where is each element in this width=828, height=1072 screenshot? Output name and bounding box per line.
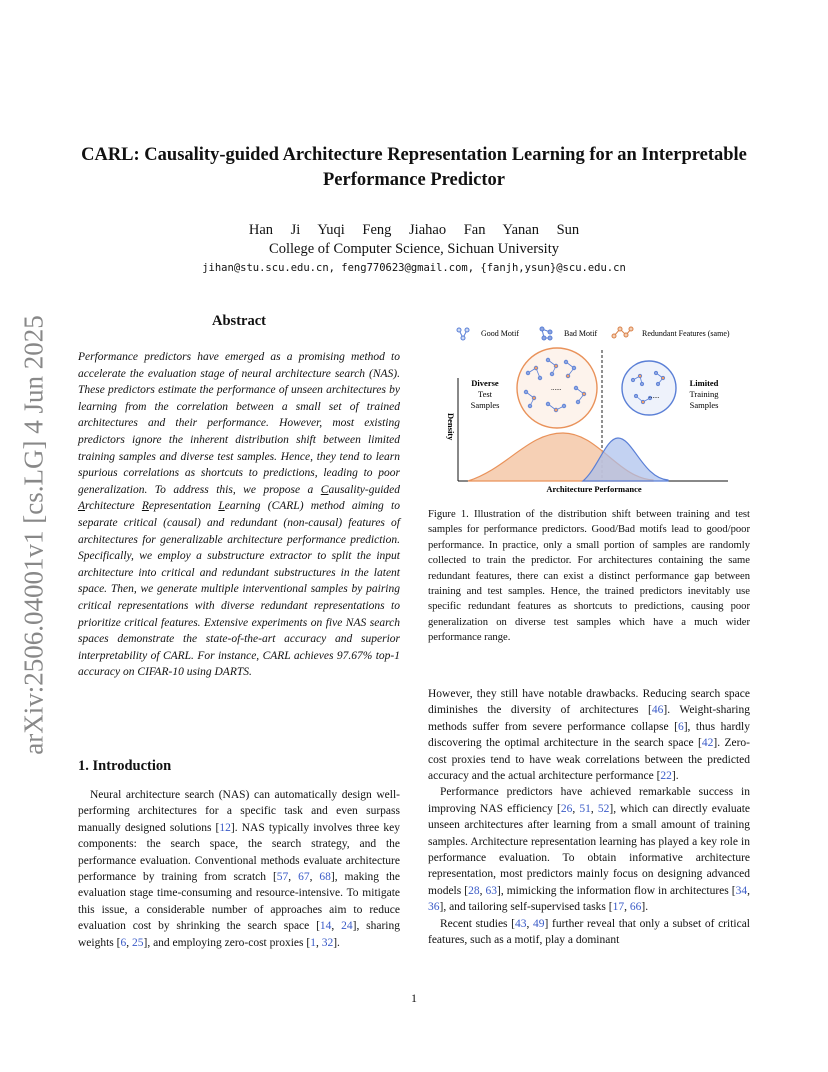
- citation-link[interactable]: 49: [533, 917, 545, 930]
- citation-link[interactable]: 24: [341, 920, 353, 933]
- citation-link[interactable]: 14: [319, 920, 332, 933]
- citation-link[interactable]: 63: [485, 884, 497, 897]
- page-number: 1: [411, 991, 417, 1005]
- training-samples-circle: [622, 361, 676, 415]
- limited-label: Limited: [689, 378, 719, 388]
- abstract-text: Performance predictors have emerged as a promising method to accelerate the evaluation stage of neural architecture search (NAS). These predictors estimate the performance of unseen architectures by learning from the correlation between a small set of trained architectures and their performance. However, most existing predictors ignore the inherent distribution shift between limited training samples and diverse test samples. Hence, they tend to learn spurious correlations as shortcuts to predictions, leading to poor generalization. To address this, we propose a Causality-guided Architecture Representation Learning (CARL) method aiming to separate critical (causal) and redundant (non-causal) features of architectures for generalizable architecture performance prediction. Specifically, we employ a substructure extractor to split the input architecture into critical and redundant substructures in the latent space. Then, we generate multiple interventional samples by pairing critical representations with diverse redundant representations to prioritize critical features. Extensive experiments on five NAS search spaces demonstrate the state-of-the-art accuracy and superior interpretability of CARL. For instance, CARL achieves 97.67% top-1 accuracy on CIFAR-10 using DARTS.: [78, 351, 400, 679]
- author-emails: jihan@stu.scu.edu.cn, feng770623@gmail.com, {fanjh,ysun}@scu.edu.cn: [202, 262, 626, 274]
- citation-link[interactable]: 28: [468, 884, 480, 897]
- citation-link[interactable]: 34: [735, 884, 748, 897]
- figure-1-graphic: [428, 318, 752, 498]
- section-heading-introduction: 1. Introduction: [78, 758, 172, 774]
- legend-good-label: Good Motif: [481, 329, 519, 338]
- training-label: Training: [689, 389, 719, 399]
- citation-link[interactable]: 51: [579, 802, 591, 815]
- paragraph: Performance predictors have achieved remarkable success in improving NAS efficiency [26, 51, 52], which can directly evaluate unseen architectures after learning from a small amount of training samples. Architecture representation learning has played a key role in performance evaluation. To obtain informative architecture representation, most predictors mainly focus on designing advanced models [28, 63], mimicking the information flow in architectures [34, 36], and tailoring self-supervised tasks [17, 66].: [428, 786, 751, 914]
- paragraph: Neural architecture search (NAS) can automatically design well-performing architectures for a specific task and even surpass manually designed solutions [12]. NAS typically involves three key components: the search space, the search strategy, and the performance evaluation. Conventional methods evaluate architecture performance by training from scratch [57, 67, 68], making the evaluation stage time-consuming and resource-intensive. To mitigate this issue, a considerable number of approaches aim to reduce evaluation cost by shrinking the search space [14, 24], sharing weights [6, 25], and employing zero-cost proxies [1, 32].: [78, 789, 401, 949]
- redundant-features-icon: [612, 327, 633, 338]
- diverse-label: Diverse: [471, 378, 499, 388]
- affiliation: College of Computer Science, Sichuan University: [269, 241, 559, 257]
- samples-label-2: Samples: [689, 400, 719, 410]
- figure-1-caption: Figure 1. Illustration of the distribution shift between training and test samples for performance predictors. Good/Bad motifs lead to good/poor performance. In practice, only a small portion of samples are randomly collected to train the predictor. For architectures containing the same redundant features, there can exist a distinct performance gap between training and test samples. Hence, the trained predictors inevitably use specific redundant features as shortcuts to predictions, causing poor generalization on diverse test samples which have a much wider performance range.: [428, 509, 750, 644]
- citation-link[interactable]: 1: [310, 936, 316, 949]
- citation-link[interactable]: 46: [651, 704, 664, 717]
- citation-link[interactable]: 22: [660, 770, 672, 783]
- citation-link[interactable]: 12: [219, 821, 231, 834]
- legend-bad-motif: [540, 327, 597, 340]
- x-axis-label: Architecture Performance: [546, 484, 642, 494]
- good-motif-icon: [457, 328, 469, 340]
- citation-link[interactable]: 6: [677, 720, 684, 733]
- test-label: Test: [477, 389, 493, 399]
- citation-link[interactable]: 42: [701, 737, 714, 750]
- arxiv-id: arXiv:2506.04001v1 [cs.LG] 4 Jun 2025: [18, 315, 49, 755]
- bad-motif-icon: [540, 327, 552, 340]
- legend-redundant: [612, 327, 730, 338]
- figure-1: [428, 318, 752, 498]
- abstract-heading: Abstract: [212, 313, 266, 329]
- test-ellipsis: ......: [551, 384, 562, 392]
- citation-link[interactable]: 57: [276, 871, 289, 884]
- paragraph: Recent studies [43, 49] further reveal that only a subset of critical features, such as a motif, play a dominant: [428, 917, 751, 947]
- citation-link[interactable]: 6: [120, 936, 127, 949]
- samples-label: Samples: [470, 400, 500, 410]
- training-ellipsis: ......: [649, 392, 660, 400]
- intro-left-column: [78, 787, 400, 951]
- legend-good-motif: [457, 328, 519, 340]
- arxiv-stamp: [14, 300, 54, 770]
- citation-link[interactable]: 32: [321, 936, 334, 949]
- citation-link[interactable]: 66: [629, 901, 642, 914]
- paragraph: However, they still have notable drawbacks. Reducing search space diminishes the diversity of architectures [46]. Weight-sharing methods suffer from severe performance collapse [6], thus hardly discovering the optimal architecture in the search space [42]. Zero-cost proxies tend to have weak correlations between the predicted accuracy and the actual architecture performance [22].: [428, 688, 751, 783]
- citation-link[interactable]: 26: [560, 802, 573, 815]
- author-list: Han Ji Yuqi Feng Jiahao Fan Yanan Sun: [248, 222, 580, 238]
- legend-redundant-label: Redundant Features (same): [642, 329, 730, 338]
- legend-bad-label: Bad Motif: [564, 329, 598, 338]
- intro-right-column: [428, 686, 750, 949]
- citation-link[interactable]: 68: [319, 871, 331, 884]
- citation-link[interactable]: 43: [515, 917, 527, 930]
- citation-link[interactable]: 25: [131, 936, 144, 949]
- citation-link[interactable]: 36: [428, 901, 440, 914]
- citation-link[interactable]: 67: [298, 871, 310, 884]
- y-axis-label: Density: [446, 413, 456, 441]
- citation-link[interactable]: 52: [597, 802, 610, 815]
- citation-link[interactable]: 17: [612, 901, 625, 914]
- paper-title: CARL: Causality-guided Architecture Representation Learning for an Interpretable Performance Predictor: [81, 145, 747, 190]
